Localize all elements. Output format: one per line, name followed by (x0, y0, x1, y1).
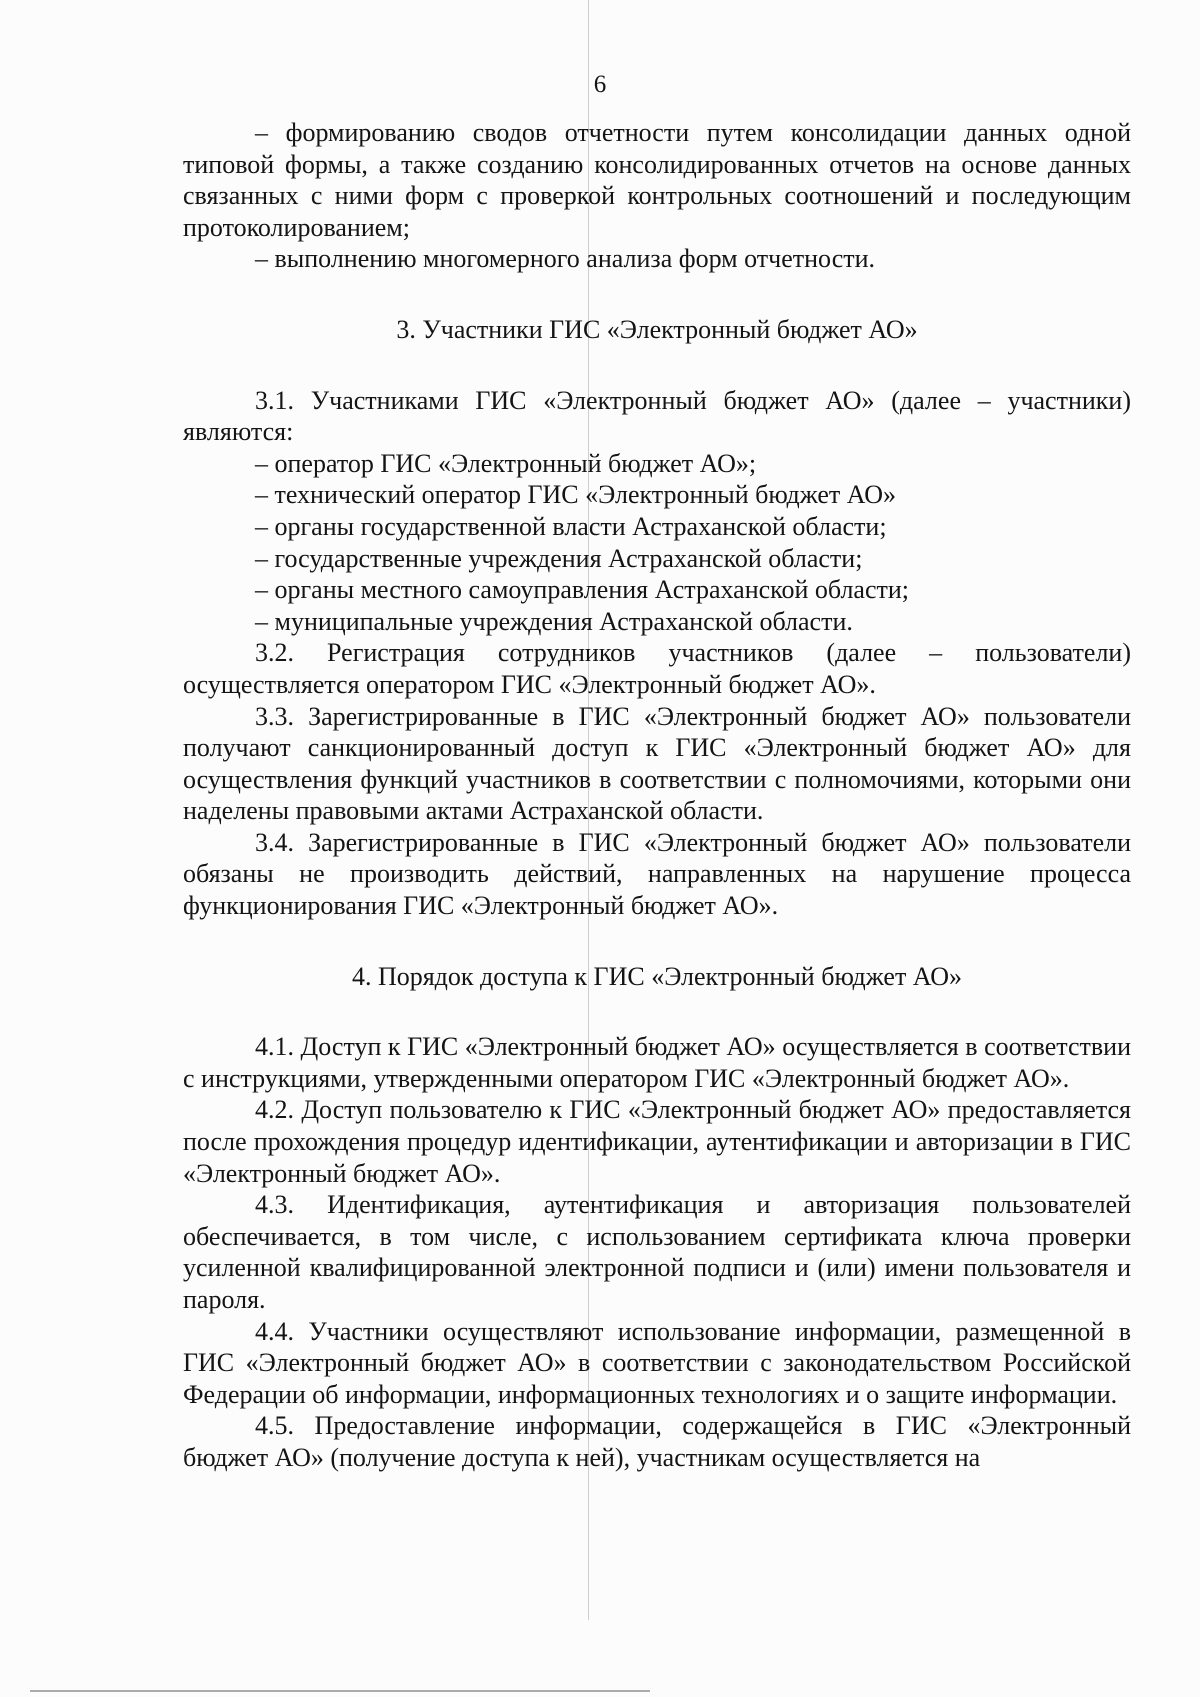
paragraph: 3.3. Зарегистрированные в ГИС «Электронный бюджет АО» пользователи получают санкционированный доступ к ГИС «Электронный бюджет АО» для осуществления функций участников в соответствии с полномочиями, которыми они наделены правовыми актами Астраханской области. (183, 701, 1131, 826)
paragraph: 3.2. Регистрация сотрудников участников (далее – пользователи) осуществляется оператором ГИС «Электронный бюджет АО». (183, 638, 1131, 699)
section-heading: 3. Участники ГИС «Электронный бюджет АО» (396, 314, 918, 344)
list-item: – муниципальные учреждения Астраханской области. (255, 606, 853, 636)
paragraph: 4.5. Предоставление информации, содержащейся в ГИС «Электронный бюджет АО» (получение доступа к ней), участникам осуществляется на (183, 1411, 1131, 1472)
list-item: – органы местного самоуправления Астраханской области; (255, 575, 910, 605)
paragraph: 4.1. Доступ к ГИС «Электронный бюджет АО» осуществляется в соответствии с инструкциями, утвержденными оператором ГИС «Электронный бюджет АО». (183, 1032, 1131, 1093)
list-item: – государственные учреждения Астраханской области; (255, 543, 863, 573)
list-item: – оператор ГИС «Электронный бюджет АО»; (255, 448, 757, 478)
paragraph: – выполнению многомерного анализа форм отчетности. (255, 244, 876, 274)
list-item: – органы государственной власти Астраханской области; (255, 511, 887, 541)
paragraph: – формированию сводов отчетности путем консолидации данных одной типовой формы, а также созданию консолидированных отчетов на основе данных связанных с ними форм с проверкой контрольных соотношений и последующим протоколированием; (183, 118, 1131, 242)
paragraph: 4.2. Доступ пользователю к ГИС «Электронный бюджет АО» предоставляется после прохождения процедур идентификации, аутентификации и авторизации в ГИС «Электронный бюджет АО». (183, 1095, 1131, 1188)
page-number: 6 (593, 71, 607, 98)
list-item: – технический оператор ГИС «Электронный бюджет АО» (255, 480, 896, 510)
scan-bottom-edge (30, 1690, 650, 1692)
paragraph: 4.3. Идентификация, аутентификация и авторизация пользователей обеспечивается, в том числе, с использованием сертификата ключа проверки усиленной квалифицированной электронной подписи и (или) имени пользователя и пароля. (183, 1190, 1131, 1314)
section-heading: 4. Порядок доступа к ГИС «Электронный бюджет АО» (351, 961, 963, 991)
paragraph: 3.4. Зарегистрированные в ГИС «Электронный бюджет АО» пользователи обязаны не производить действий, направленных на нарушение процесса функционирования ГИС «Электронный бюджет АО». (183, 827, 1131, 921)
paragraph: 3.1. Участниками ГИС «Электронный бюджет АО» (далее – участники) являются: (183, 385, 1131, 447)
document-body (183, 117, 1131, 1474)
paragraph: 4.4. Участники осуществляют использование информации, размещенной в ГИС «Электронный бюджет АО» в соответствии с законодательством Российской Федерации об информации, информационных технологиях и о защите информации. (183, 1316, 1131, 1409)
